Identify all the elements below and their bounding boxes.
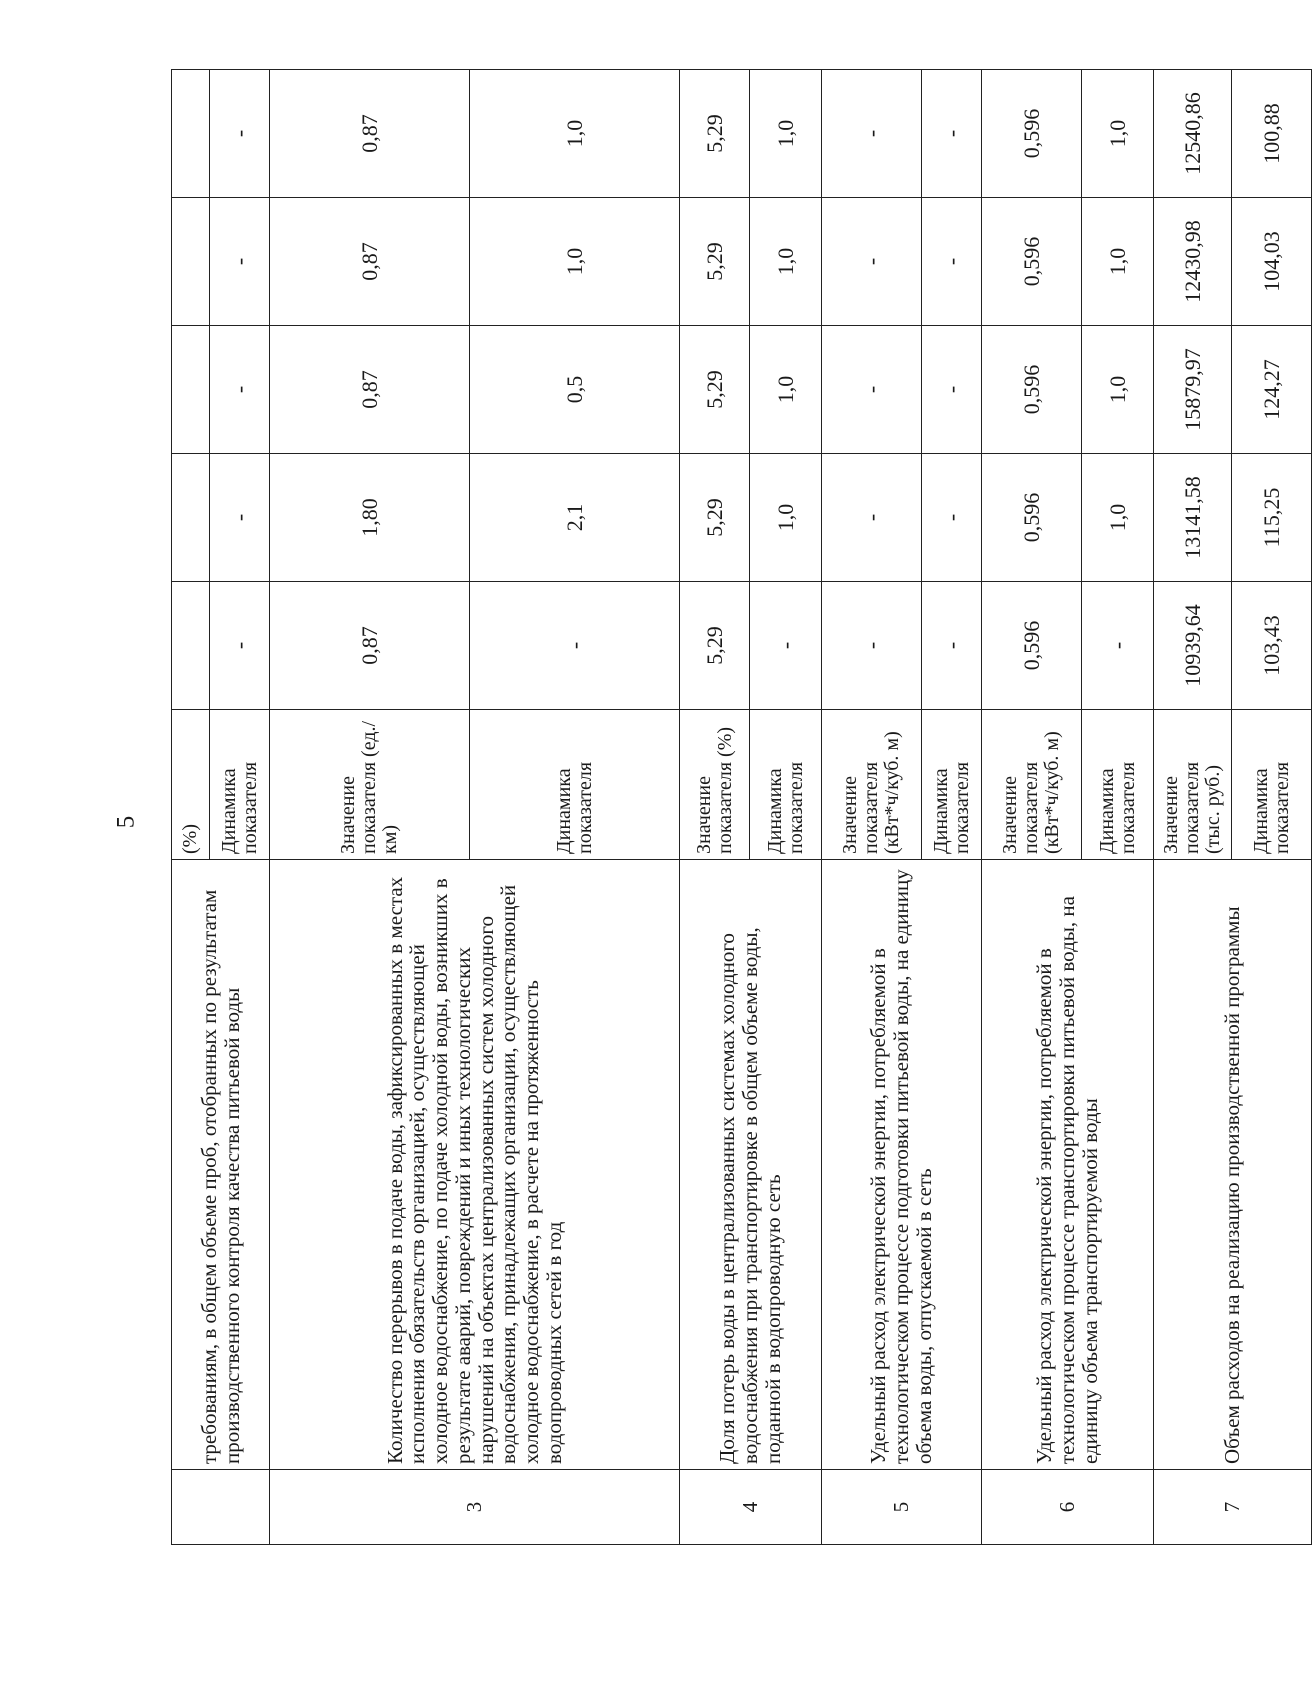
row-number-cell — [172, 1470, 270, 1545]
value-cell: - — [922, 70, 982, 198]
value-cell: 0,87 — [270, 582, 470, 710]
row-number-cell: 7 — [1154, 1470, 1312, 1545]
value-cell — [172, 582, 210, 710]
parameter-label-cell: Динамика показателя — [922, 710, 982, 860]
value-cell — [172, 326, 210, 454]
table-row — [1154, 70, 1232, 1545]
row-number-cell: 4 — [680, 1470, 822, 1545]
row-number-cell: 5 — [822, 1470, 982, 1545]
value-cell — [172, 454, 210, 582]
value-cell: - — [822, 326, 922, 454]
value-cell: 0,87 — [270, 326, 470, 454]
value-cell: - — [822, 198, 922, 326]
value-cell: - — [750, 582, 822, 710]
value-cell: 5,29 — [680, 198, 750, 326]
value-cell: - — [210, 70, 270, 198]
value-cell: - — [922, 454, 982, 582]
value-cell: 0,596 — [982, 326, 1082, 454]
parameter-label-cell: (%) — [172, 710, 210, 860]
indicator-description-cell: Удельный расход электрической энергии, потребляемой в технологическом процессе подготовки питьевой воды, на единицу объема воды, отпускаемой в сеть — [822, 860, 982, 1470]
row-number-cell: 6 — [982, 1470, 1154, 1545]
row-number-cell: 3 — [270, 1470, 680, 1545]
value-cell: 115,25 — [1232, 454, 1312, 582]
value-cell: - — [470, 582, 680, 710]
table-row — [822, 70, 922, 1545]
value-cell: 1,0 — [470, 70, 680, 198]
value-cell: 0,596 — [982, 582, 1082, 710]
value-cell: 1,0 — [1082, 198, 1154, 326]
parameter-label-cell: Динамика показателя — [470, 710, 680, 860]
value-cell: 0,5 — [470, 326, 680, 454]
value-cell: - — [922, 326, 982, 454]
value-cell: 1,80 — [270, 454, 470, 582]
value-cell: 12540,86 — [1154, 70, 1232, 198]
indicator-description-cell: требованиям, в общем объеме проб, отобранных по результатам производственного контроля качества питьевой воды — [172, 860, 270, 1470]
value-cell: 15879,97 — [1154, 326, 1232, 454]
value-cell: 5,29 — [680, 454, 750, 582]
indicator-description-cell: Доля потерь воды в централизованных системах холодного водоснабжения при транспортировке в общем объеме воды, поданной в водопроводную сеть — [680, 860, 822, 1470]
value-cell: 103,43 — [1232, 582, 1312, 710]
value-cell: - — [1082, 582, 1154, 710]
parameter-label-cell: Динамика показателя — [210, 710, 270, 860]
page-number: 5 — [112, 815, 140, 829]
parameter-label-cell: Значение показателя (кВт*ч/куб. м) — [822, 710, 922, 860]
value-cell: 5,29 — [680, 326, 750, 454]
value-cell: - — [822, 454, 922, 582]
indicator-description-cell: Объем расходов на реализацию производственной программы — [1154, 860, 1312, 1470]
value-cell: - — [922, 582, 982, 710]
value-cell: 0,596 — [982, 198, 1082, 326]
value-cell: 1,0 — [470, 198, 680, 326]
table-row — [680, 70, 750, 1545]
value-cell: - — [210, 454, 270, 582]
value-cell: - — [210, 198, 270, 326]
table-row — [172, 70, 210, 1545]
value-cell: 1,0 — [1082, 454, 1154, 582]
table-row — [982, 70, 1082, 1545]
value-cell: 0,596 — [982, 70, 1082, 198]
value-cell: 100,88 — [1232, 70, 1312, 198]
value-cell: - — [210, 326, 270, 454]
parameter-label-cell: Динамика показателя — [1082, 710, 1154, 860]
value-cell: 104,03 — [1232, 198, 1312, 326]
parameter-label-cell: Значение показателя (кВт*ч/куб. м) — [982, 710, 1082, 860]
value-cell: 13141,58 — [1154, 454, 1232, 582]
value-cell: 0,596 — [982, 454, 1082, 582]
value-cell: 10939,64 — [1154, 582, 1232, 710]
value-cell: 1,0 — [750, 198, 822, 326]
value-cell — [172, 70, 210, 198]
parameter-label-cell: Динамика показателя — [1232, 710, 1312, 860]
value-cell: 1,0 — [750, 454, 822, 582]
value-cell: - — [922, 198, 982, 326]
value-cell: - — [822, 582, 922, 710]
indicators-table — [171, 69, 1312, 1545]
rotated-table-container — [171, 70, 1293, 1545]
parameter-label-cell: Значение показателя (%) — [680, 710, 750, 860]
value-cell: 1,0 — [750, 70, 822, 198]
value-cell: 12430,98 — [1154, 198, 1232, 326]
value-cell: 0,87 — [270, 70, 470, 198]
value-cell: 1,0 — [750, 326, 822, 454]
value-cell — [172, 198, 210, 326]
value-cell: - — [210, 582, 270, 710]
value-cell: 0,87 — [270, 198, 470, 326]
parameter-label-cell: Значение показателя (тыс. руб.) — [1154, 710, 1232, 860]
parameter-label-cell: Значение показателя (ед./км) — [270, 710, 470, 860]
value-cell: 1,0 — [1082, 326, 1154, 454]
parameter-label-cell: Динамика показателя — [750, 710, 822, 860]
value-cell: 1,0 — [1082, 70, 1154, 198]
value-cell: 5,29 — [680, 70, 750, 198]
indicator-description-cell: Удельный расход электрической энергии, потребляемой в технологическом процессе транспортировки питьевой воды, на единицу объема транспортируемой воды — [982, 860, 1154, 1470]
table-row — [270, 70, 470, 1545]
indicator-description-cell: Количество перерывов в подаче воды, зафиксированных в местах исполнения обязательств организацией, осуществляющей холодное водоснабжение, по подаче холодной воды, возникших в результате аварий, повреждений и иных технологических нарушений на объектах централизованных систем холодного водоснабжения, принадлежащих организации, осуществляющей холодное водоснабжение, в расчете на протяженность водопроводных сетей в год — [270, 860, 680, 1470]
value-cell: - — [822, 70, 922, 198]
value-cell: 2,1 — [470, 454, 680, 582]
value-cell: 124,27 — [1232, 326, 1312, 454]
value-cell: 5,29 — [680, 582, 750, 710]
